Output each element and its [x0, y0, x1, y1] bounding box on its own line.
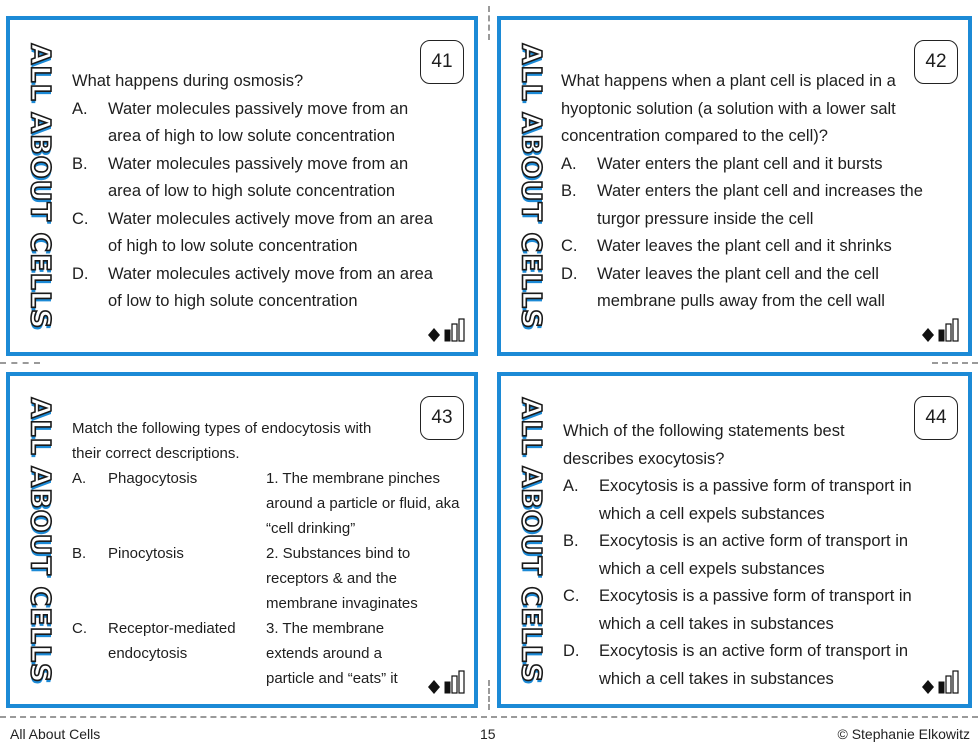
- signal-bars-icon: [938, 670, 960, 694]
- side-label: ALL ABOUT CELLS: [24, 43, 56, 329]
- cut-line-horizontal-left: [0, 362, 40, 364]
- card-number: 43: [420, 396, 464, 440]
- task-card-43: [6, 372, 478, 708]
- footer-title: All About Cells: [10, 726, 101, 742]
- cut-line-horizontal-right: [932, 362, 978, 364]
- option-d: D. Exocytosis is an active form of transport in which a cell takes in substances: [563, 642, 909, 688]
- card-content: [72, 68, 442, 316]
- diamond-icon: [428, 328, 440, 342]
- option-c: C. Water leaves the plant cell and it shrinks: [561, 237, 892, 255]
- cut-line-vertical-top: [488, 6, 490, 40]
- diamond-icon: [428, 680, 440, 694]
- side-label: ALL ABOUT CELLS: [515, 397, 547, 683]
- option-c: C. Exocytosis is a passive form of transport in which a cell takes in substances: [563, 587, 912, 633]
- question-text: Which of the following statements best describes exocytosis?: [563, 422, 845, 468]
- task-card-44: [497, 372, 972, 708]
- option-a: A. Exocytosis is a passive form of transport in which a cell expels substances: [563, 477, 912, 523]
- option-d: D. Water molecules actively move from an area of low to high solute concentration: [72, 264, 433, 310]
- page-number: 15: [480, 726, 496, 742]
- match-letter: A.: [72, 470, 87, 487]
- difficulty-indicator: [922, 670, 960, 694]
- difficulty-indicator: [428, 670, 466, 694]
- match-table: [72, 466, 468, 691]
- card-content: [561, 68, 961, 316]
- cut-line-vertical-bottom: [488, 680, 490, 710]
- option-b: B. Exocytosis is an active form of transport in which a cell expels substances: [563, 532, 909, 578]
- match-letter: C.: [72, 620, 87, 637]
- option-b: B. Water enters the plant cell and increases the turgor pressure inside the cell: [561, 182, 923, 228]
- option-a: A. Water molecules passively move from an area of high to low solute concentration: [72, 99, 409, 145]
- match-term: Phagocytosis: [108, 470, 198, 487]
- question-text: Match the following types of endocytosis with their correct descriptions.: [72, 420, 372, 462]
- match-term: Pinocytosis: [108, 545, 184, 562]
- match-description: 3. The membrane extends around a particle and “eats” it: [266, 620, 398, 687]
- match-term: Receptor-mediated endocytosis: [108, 620, 236, 662]
- difficulty-indicator: [428, 318, 466, 342]
- question-text: What happens during osmosis?: [72, 72, 304, 90]
- task-card-42: [497, 16, 972, 356]
- option-a: A. Water enters the plant cell and it bursts: [561, 154, 883, 173]
- difficulty-indicator: [922, 318, 960, 342]
- match-letter: B.: [72, 545, 87, 562]
- diamond-icon: [922, 680, 934, 694]
- diamond-icon: [922, 328, 934, 342]
- signal-bars-icon: [444, 318, 466, 342]
- side-label: ALL ABOUT CELLS: [24, 397, 56, 683]
- option-b: B. Water molecules passively move from an area of low to high solute concentration: [72, 154, 409, 200]
- card-number: 42: [914, 40, 958, 84]
- signal-bars-icon: [938, 318, 960, 342]
- card-number: 41: [420, 40, 464, 84]
- card-content: [72, 416, 468, 691]
- option-d: D. Water leaves the plant cell and the cell membrane pulls away from the cell wall: [561, 264, 885, 310]
- signal-bars-icon: [444, 670, 466, 694]
- side-label: ALL ABOUT CELLS: [515, 43, 547, 329]
- option-c: C. Water molecules actively move from an area of high to low solute concentration: [72, 209, 433, 255]
- task-card-41: [6, 16, 478, 356]
- footer-copyright: © Stephanie Elkowitz: [837, 726, 970, 742]
- card-content: [563, 418, 943, 693]
- match-description: 1. The membrane pinches around a particle or fluid, aka “cell drinking”: [266, 470, 460, 537]
- match-description: 2. Substances bind to receptors & and the membrane invaginates: [266, 545, 418, 612]
- card-number: 44: [914, 396, 958, 440]
- cut-line-bottom: [0, 716, 978, 718]
- question-text: What happens when a plant cell is placed in a hyoptonic solution (a solution with a lower salt concentration compared to the cell)?: [561, 72, 896, 145]
